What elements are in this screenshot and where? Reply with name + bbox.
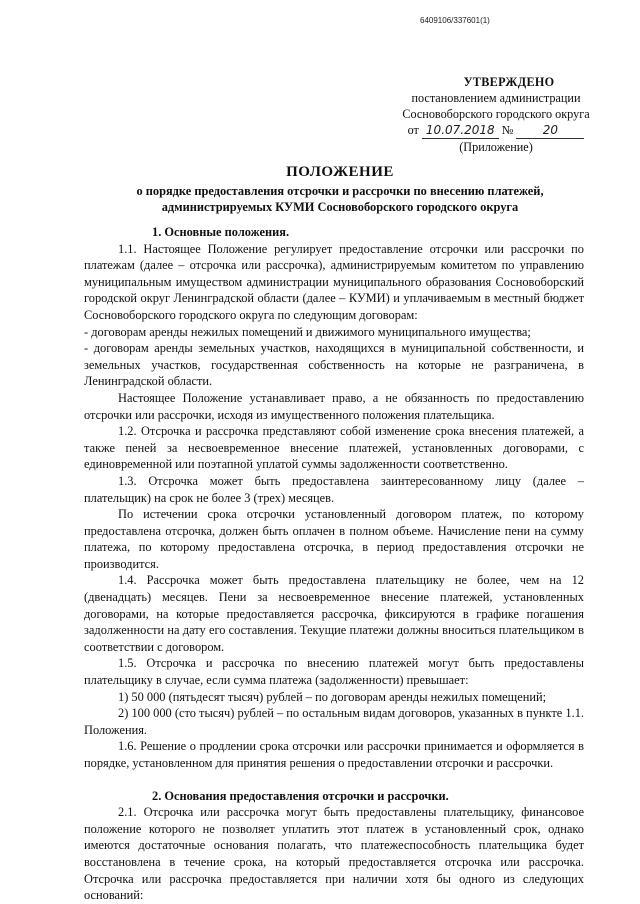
paragraph-1-5: 1.5. Отсрочка и рассрочка по внесению платежей могут быть предоставлены плательщику в случае, если сумма платежа (задолженности) превышает: — [84, 656, 584, 688]
approval-line-2: Сосновоборского городского округа — [402, 107, 590, 121]
section-spacer — [84, 772, 584, 788]
paragraph-1-5-item-1: 1) 50 000 (пятьдесят тысяч) рублей – по договорам аренды нежилых помещений; — [118, 689, 547, 704]
number-label: № — [501, 123, 514, 137]
paragraph-1-6: 1.6. Решение о продлении срока отсрочки или рассрочки принимается и оформляется в порядке, установленном для принятия решения о предоставлении отсрочки и рассрочки. — [84, 739, 584, 770]
paragraph-1-3: 1.3. Отсрочка может быть предоставлена заинтересованному лицу (далее – плательщик) на срок не более 3 (трех) месяцев. — [84, 473, 584, 505]
document-subtitle-line-2: администрируемых КУМИ Сосновоборского городского округа — [161, 200, 519, 214]
paragraph-1-1: 1.1. Настоящее Положение регулирует предоставление отсрочки или рассрочки по платежам (далее – отсрочка или рассрочка), администрируемым комитетом по управлению муниципальным имуществом администрации муниципального образования Сосновоборский городской округ Ленинградской области (далее – КУМИ) и уплачиваемым в местный бюджет Сосновоборского городского округа по следующим договорам: — [84, 241, 584, 322]
document-body — [84, 224, 584, 904]
document-code: 6409106/337601(1) — [420, 16, 490, 25]
handwritten-number: 20 — [516, 122, 584, 139]
list-item-dash-2: - договорам аренды земельных участков, находящихся в муниципальной собственности, и земельных участков, государственная собственность на которые не разграничена, в Ленинградской области. — [84, 341, 584, 389]
title-block — [100, 164, 580, 215]
paragraph-1-2: 1.2. Отсрочка и рассрочка представляют собой изменение срока внесения платежей, а также пеней за несвоевременное внесение платежей, установленных договорами, с единовременной или поэтапной уплатой суммы задолженности соответственно. — [84, 424, 584, 472]
paragraph-1-5-item-2: 2) 100 000 (сто тысяч) рублей – по остальным видам договоров, указанных в пункте 1.1. Положения. — [84, 706, 584, 737]
document-title: ПОЛОЖЕНИЕ — [286, 164, 394, 180]
approval-date-line — [386, 122, 606, 139]
section-1-heading: 1. Основные положения. — [152, 225, 290, 239]
from-label: от — [407, 123, 419, 137]
document-subtitle-line-1: о порядке предоставления отсрочки и рассрочки по внесению платежей, — [136, 184, 544, 198]
paragraph-2-1: 2.1. Отсрочка или рассрочка могут быть предоставлены плательщику, финансовое положение которого не позволяет уплатить этот платеж в установленный срок, однако имеются достаточные основания полагать, что платежеспособность плательщика будет восстановлена в течение срока, на который предоставляется отсрочка или рассрочка. Отсрочка или рассрочка предоставляется при наличии хотя бы одного из следующих оснований: — [84, 805, 584, 903]
paragraph-1-3-continued: По истечении срока отсрочки установленный договором платеж, по которому предоставлена отсрочка, должен быть оплачен в полном объеме. Начисление пени на сумму платежа, по которому предоставлена отсрочка, в период предоставления отсрочки не производится. — [84, 507, 584, 571]
approval-block — [386, 74, 606, 155]
paragraph-1-4: 1.4. Рассрочка может быть предоставлена плательщику не более, чем на 12 (двенадцать) месяцев. Пени за несвоевременное внесение платежей, установленных договорами, на которые предоставляется рассрочка, фиксируются в графике погашения задолженности на дату его составления. Текущие платежи должны вноситься плательщиком в соответствии с договором. — [84, 573, 584, 654]
list-item-dash-1: - договорам аренды нежилых помещений и движимого муниципального имущества; — [84, 324, 531, 339]
handwritten-date: 10.07.2018 — [422, 122, 499, 139]
attachment-label: (Приложение) — [459, 140, 533, 154]
paragraph-right: Настоящее Положение устанавливает право, а не обязанность по предоставлению отсрочки или рассрочки, исходя из имущественного положения плательщика. — [84, 390, 584, 422]
section-2-heading: 2. Основания предоставления отсрочки и рассрочки. — [152, 788, 449, 803]
approval-line-1: постановлением администрации — [411, 91, 581, 105]
approved-label: УТВЕРЖДЕНО — [463, 75, 555, 89]
